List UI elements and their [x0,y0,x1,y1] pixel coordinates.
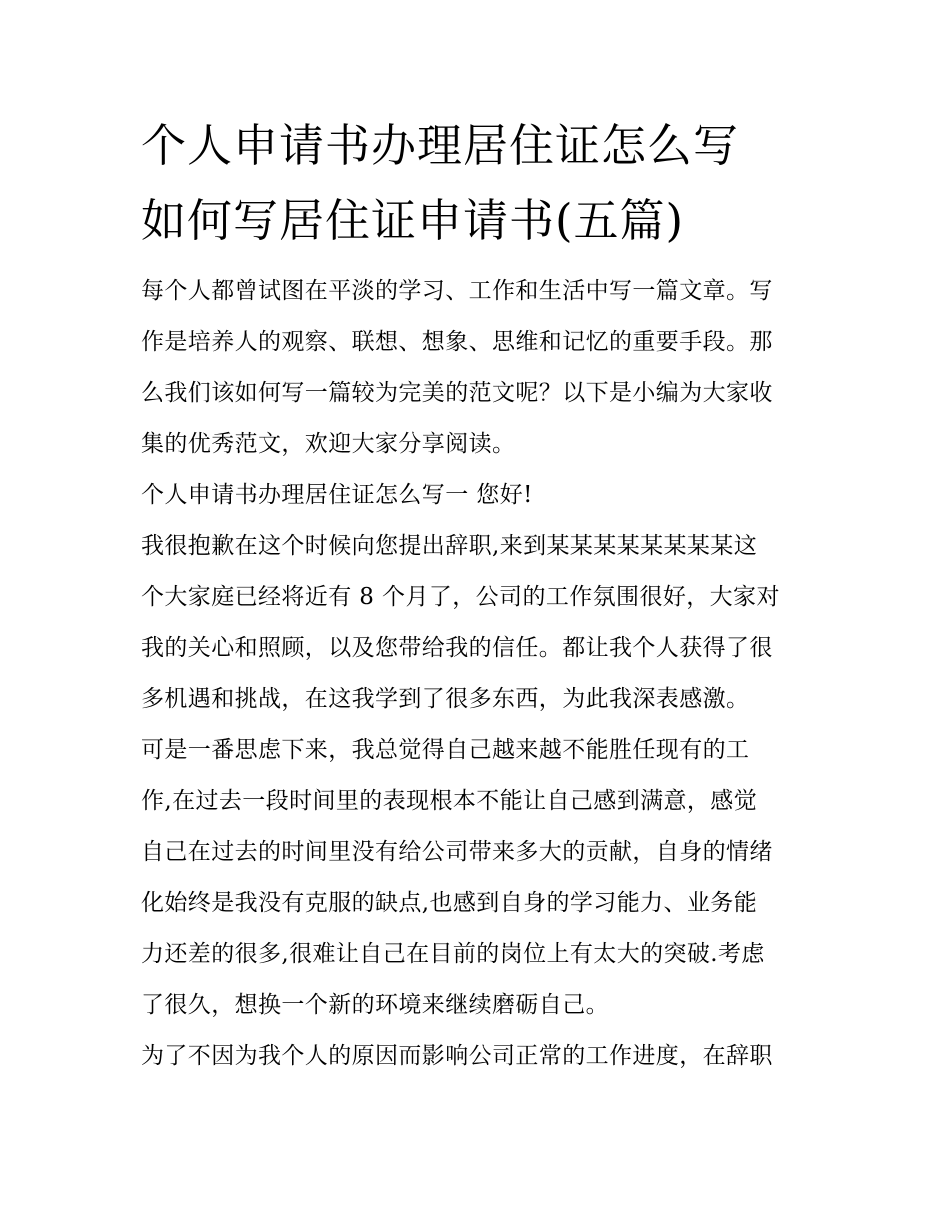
text-line: 自己在过去的时间里没有给公司带来多大的贡献，自身的情绪 [141,839,773,865]
text-line: 每个人都曾试图在平淡的学习、工作和生活中写一篇文章。写 [141,278,773,304]
text-line: 我很抱歉在这个时候向您提出辞职,来到某某某某某某某某这 [141,533,758,559]
text-line: 可是一番思虑下来，我总觉得自己越来越不能胜任现有的工 [141,737,750,763]
text-line: 么我们该如何写一篇较为完美的范文呢？以下是小编为大家收 [141,380,773,406]
text-line: 集的优秀范文，欢迎大家分享阅读。 [141,431,516,457]
text-line: 个大家庭已经将近有 8 个月了，公司的工作氛围很好，大家对 [141,584,780,610]
paragraph-body-3 [141,1031,816,1082]
paragraph-intro [141,266,816,470]
paragraph-body-2 [141,725,816,1031]
paragraph-body-1 [141,521,816,725]
text-line: 为了不因为我个人的原因而影响公司正常的工作进度，在辞职 [141,1043,773,1069]
text-line: 了很久，想换一个新的环境来继续磨砺自己。 [141,992,609,1018]
text-line: 个人申请书办理居住证怎么写一 您好! [141,482,533,508]
text-line: 力还差的很多,很难让自己在目前的岗位上有太大的突破.考虑 [141,941,765,967]
paragraph-section-heading [141,470,816,521]
text-line: 我的关心和照顾，以及您带给我的信任。都让我个人获得了很 [141,635,773,661]
text-line: 多机遇和挑战，在这我学到了很多东西，为此我深表感激。 [141,686,750,712]
document-page [141,108,816,1082]
text-line: 化始终是我没有克服的缺点,也感到自身的学习能力、业务能 [141,890,758,916]
text-line: 作,在过去一段时间里的表现根本不能让自己感到满意，感觉 [141,788,758,814]
document-title [141,108,816,258]
title-line: 如何写居住证申请书(五篇) [141,194,685,247]
title-line: 个人申请书办理居住证怎么写 [141,119,740,172]
text-line: 作是培养人的观察、联想、想象、思维和记忆的重要手段。那 [141,329,773,355]
